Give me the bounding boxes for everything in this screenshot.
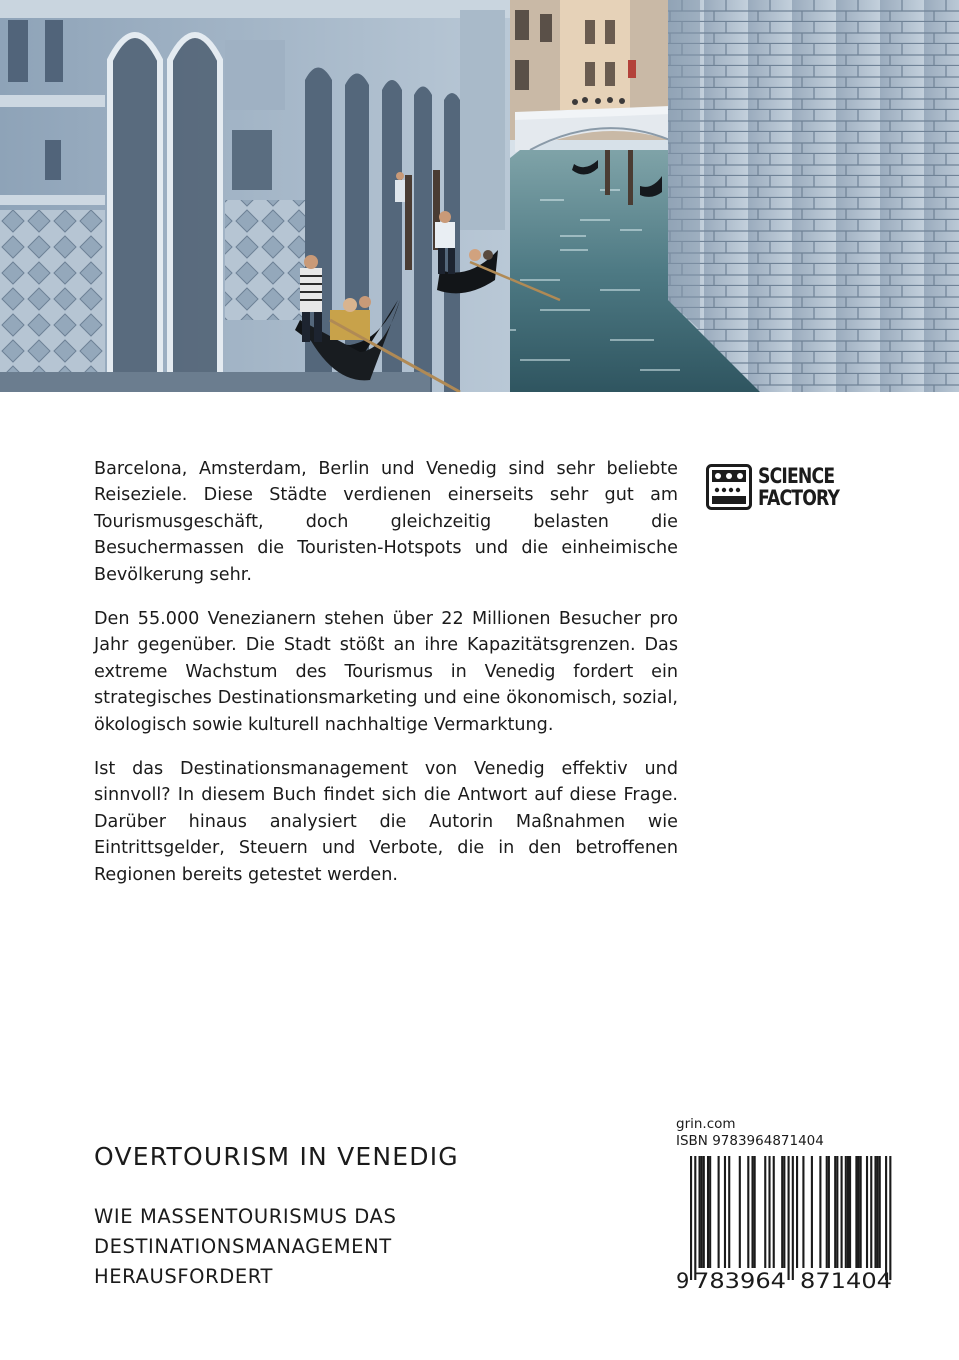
barcode-bar xyxy=(834,1156,836,1268)
logo-line-2: FACTORY xyxy=(758,486,840,510)
barcode-bar xyxy=(845,1156,847,1268)
isbn-label: ISBN 9783964871404 xyxy=(676,1133,824,1149)
publisher-website: grin.com xyxy=(676,1116,736,1132)
barcode-bar xyxy=(870,1156,872,1268)
barcode-guard-bar xyxy=(690,1156,692,1280)
barcode-digits-right: 871404 xyxy=(800,1269,892,1293)
barcode-guard-bar xyxy=(694,1156,696,1280)
barcode-bar xyxy=(764,1156,766,1268)
barcode-bar xyxy=(857,1156,859,1268)
blurb-paragraph: Barcelona, Amsterdam, Berlin und Venedig sind sehr beliebte Reiseziele. Diese Städte verdienen einerseits sehr gut am Tourismusgeschäft, doch gleichzeitig belasten die Besuchermassen die Touristen-Hotspots und die einheimische Bevölkerung sehr. xyxy=(94,459,678,585)
barcode-bar xyxy=(877,1156,879,1268)
barcode-bar xyxy=(781,1156,783,1268)
barcode-bar xyxy=(849,1156,851,1268)
barcode-bar xyxy=(826,1156,828,1268)
blurb-paragraph: Den 55.000 Venezianern stehen über 22 Millionen Besucher pro Jahr gegenüber. Die Stadt stößt an ihre Kapazitätsgrenzen. Das extreme Wachstum des Tourismus in Venedig fordert ein strategisches Destinationsmarketing und eine ökonomisch, sozial, ökologisch sowie kulturell nachhaltige Vermarktung. xyxy=(94,609,678,735)
barcode-bar xyxy=(707,1156,709,1268)
barcode-bar xyxy=(747,1156,749,1268)
barcode-bar xyxy=(841,1156,843,1268)
barcode-bar xyxy=(718,1156,720,1268)
barcode-bar xyxy=(860,1156,862,1268)
barcode-bar xyxy=(847,1156,849,1268)
barcode-bar xyxy=(698,1156,700,1268)
barcode-bar xyxy=(828,1156,830,1268)
barcode-bar xyxy=(866,1156,868,1268)
barcode-bar xyxy=(701,1156,703,1268)
barcode-bar xyxy=(874,1156,876,1268)
barcode-bar xyxy=(754,1156,756,1268)
barcode-bar xyxy=(724,1156,726,1268)
barcode-guard-bar xyxy=(885,1156,887,1280)
science-factory-logo xyxy=(706,464,857,510)
barcode-guard-bar xyxy=(792,1156,794,1280)
cover-photo-venice-canal xyxy=(0,0,959,392)
barcode-bar xyxy=(703,1156,705,1268)
barcode-bar xyxy=(739,1156,741,1268)
isbn-barcode xyxy=(674,1154,900,1296)
barcode-bar xyxy=(728,1156,730,1268)
barcode-bar xyxy=(709,1156,711,1268)
barcode-bar xyxy=(768,1156,770,1268)
logo-wordmark xyxy=(758,465,839,509)
barcode-bar xyxy=(773,1156,775,1268)
back-cover-blurb xyxy=(94,456,678,906)
science-factory-icon xyxy=(706,464,752,510)
barcode-bar xyxy=(783,1156,785,1268)
barcode-bar xyxy=(855,1156,857,1268)
barcode-bar xyxy=(879,1156,881,1268)
barcode-bar xyxy=(819,1156,821,1268)
barcode-bar xyxy=(802,1156,804,1268)
barcode-digit-first: 9 xyxy=(676,1269,690,1293)
logo-line-1: SCIENCE xyxy=(758,464,835,488)
barcode-bar xyxy=(796,1156,798,1268)
blurb-paragraph: Ist das Destinationsmanagement von Venedig effektiv und sinnvoll? In diesem Buch findet sich die Antwort auf diese Frage. Darüber hinaus analysiert die Autorin Maßnahmen wie Eintrittsgelder, Steuern und Verbote, die in den betroffenen Regionen bereits getestet werden. xyxy=(94,759,678,885)
book-title: OVERTOURISM IN VENEDIG xyxy=(94,1142,459,1171)
barcode-guard-bar xyxy=(788,1156,790,1280)
barcode-guard-bar xyxy=(889,1156,891,1280)
barcode-bar xyxy=(836,1156,838,1268)
barcode-digits-left: 783964 xyxy=(694,1269,786,1293)
book-subtitle: WIE MASSENTOURISMUS DAS DESTINATIONSMANAGEMENT HERAUSFORDERT xyxy=(94,1205,397,1288)
barcode-bar xyxy=(811,1156,813,1268)
barcode-bar xyxy=(751,1156,753,1268)
